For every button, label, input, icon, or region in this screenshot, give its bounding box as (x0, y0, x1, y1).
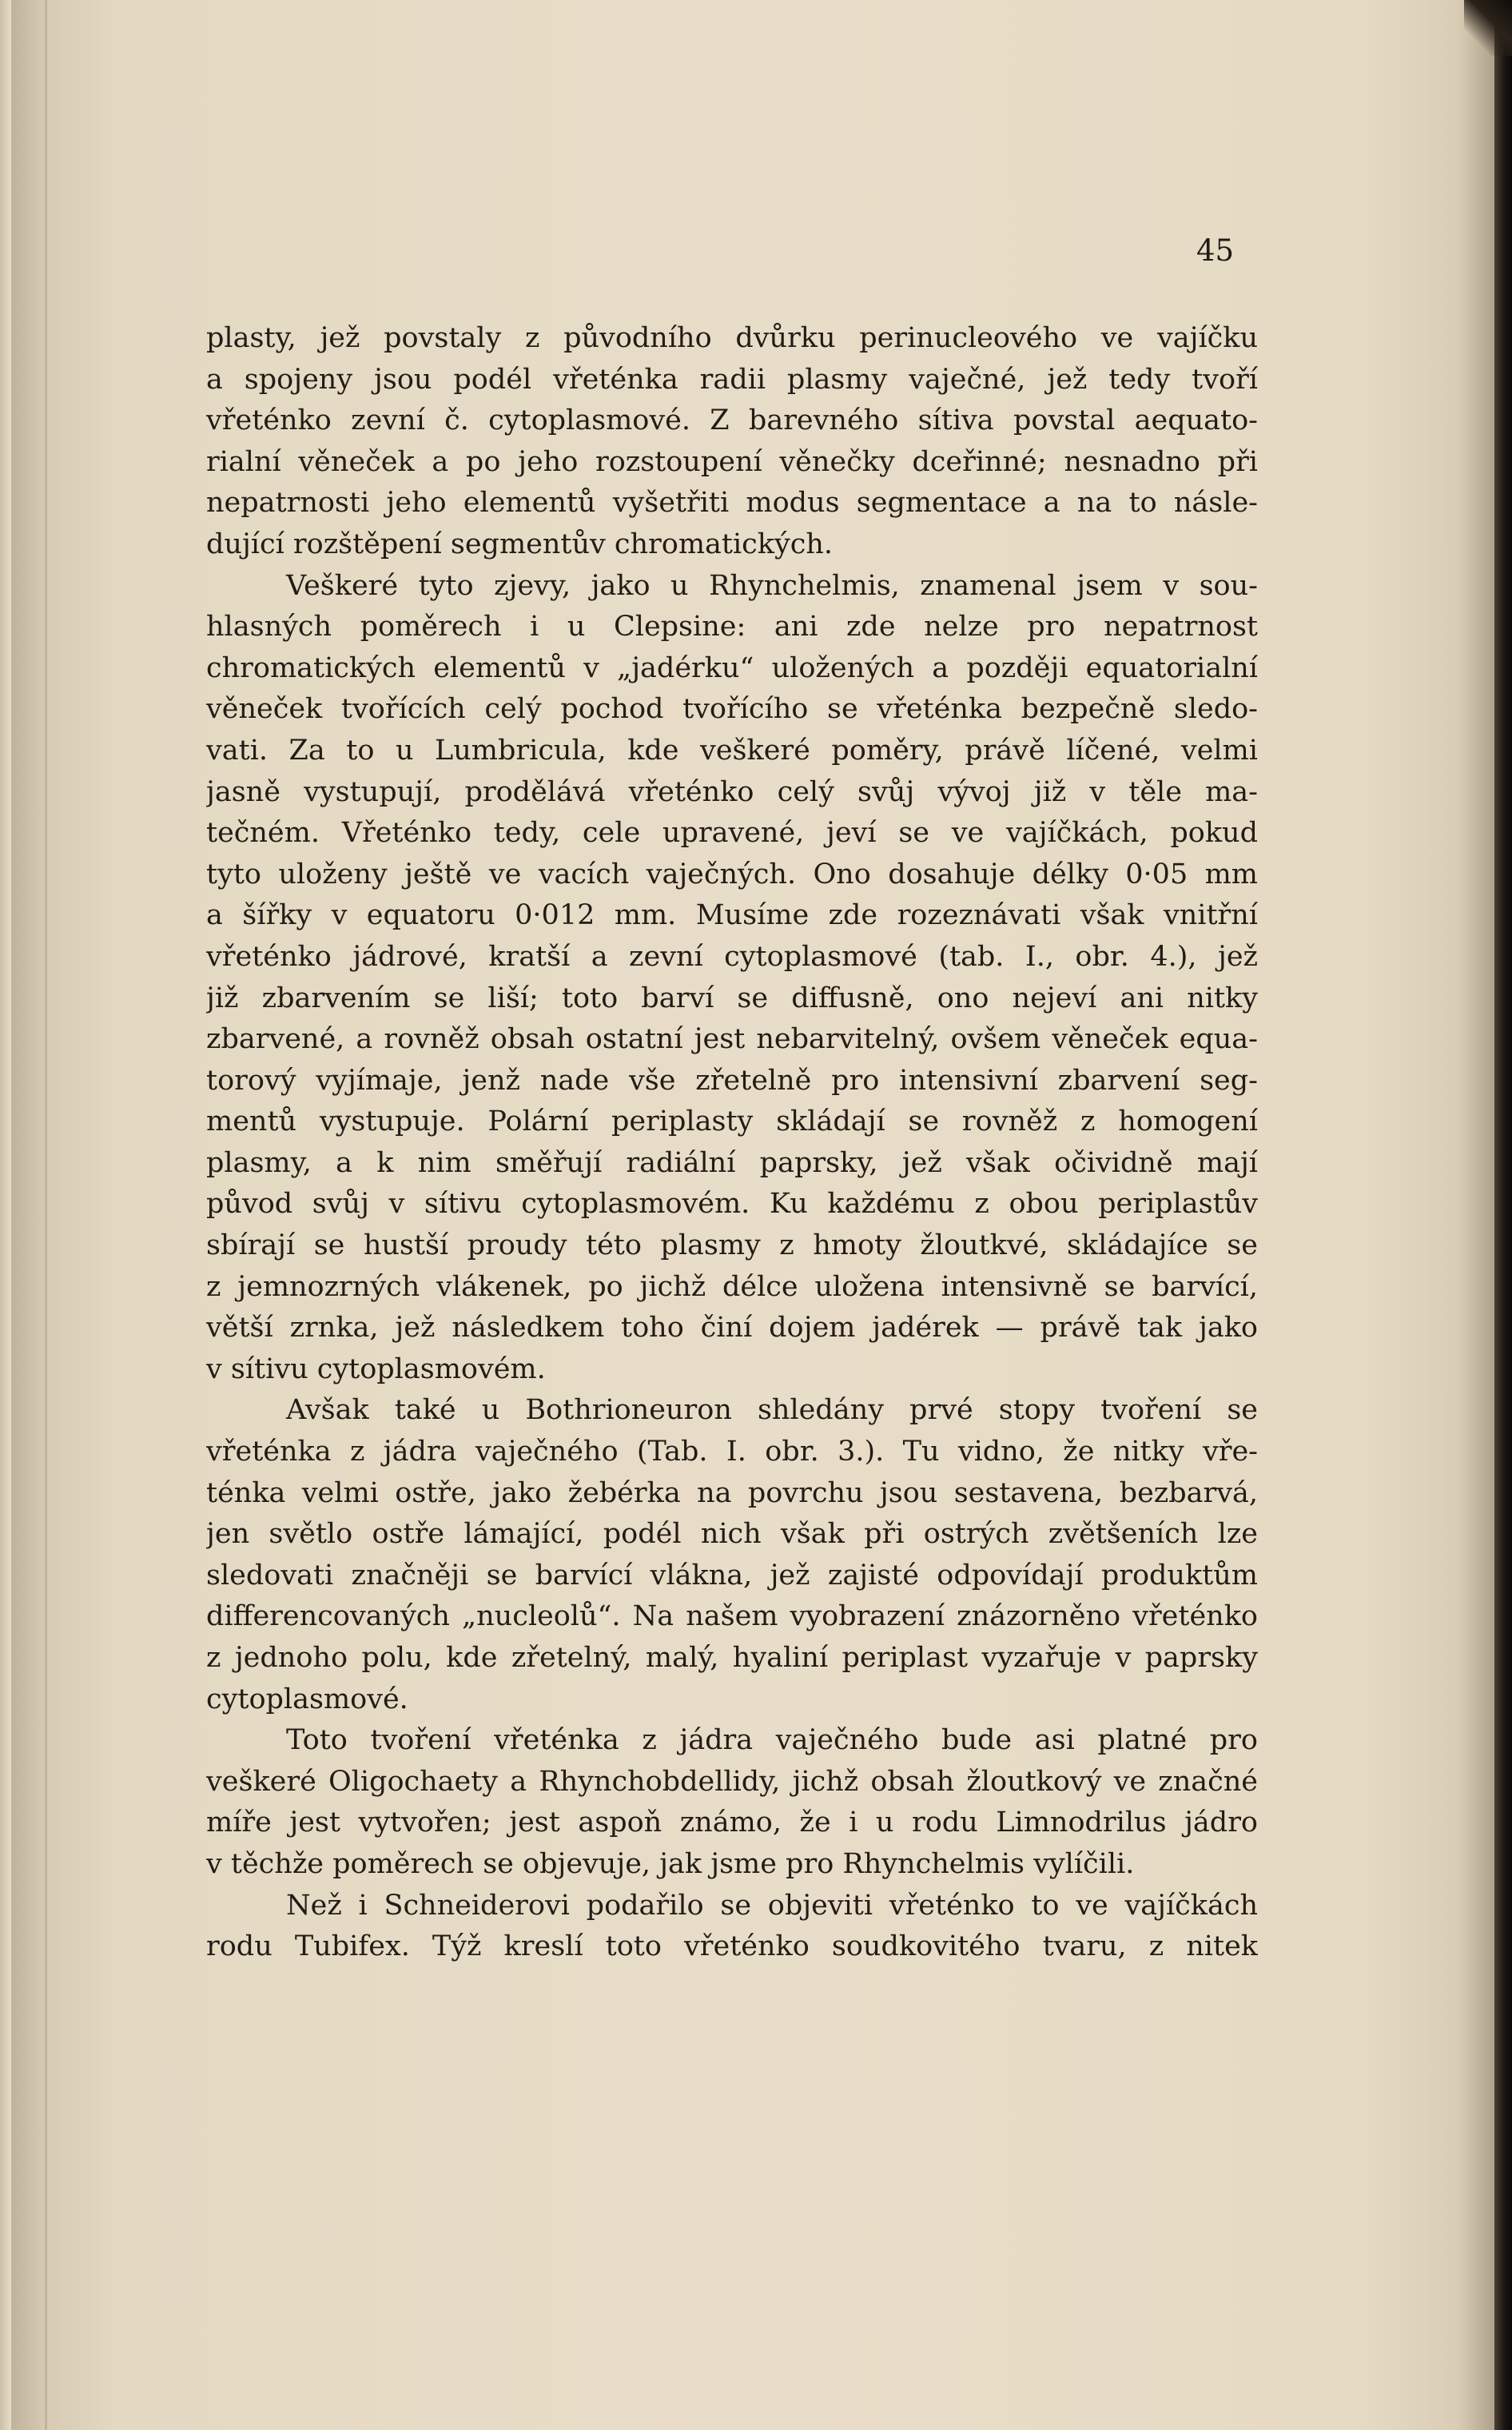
text-line: sbírají se hustší proudy této plasmy z hmoty žloutkvé, skládajíce se (206, 1229, 1258, 1262)
page-number: 45 (1196, 233, 1235, 268)
body-text (206, 318, 1258, 1968)
text-line: vřeténko zevní č. cytoplasmové. Z barevného sítiva povstal aequato- (206, 404, 1258, 437)
text-line: veškeré Oligochaety a Rhynchobdellidy, jichž obsah žloutkový ve značné (206, 1765, 1258, 1798)
text-line: dující rozštěpení segmentův chromatických. (206, 528, 834, 560)
text-line: rodu Tubifex. Týž kreslí toto vřeténko soudkovitého tvaru, z nitek (206, 1930, 1258, 1963)
book-binding (1494, 0, 1512, 2430)
text-line: v sítivu cytoplasmovém. (206, 1352, 546, 1385)
text-line: věneček tvořících celý pochod tvořícího se vřeténka bezpečně sledo- (206, 693, 1258, 726)
text-line: jen světlo ostře lámající, podél nich však při ostrých zvětšeních lze (206, 1518, 1258, 1551)
text-line: zbarvené, a rovněž obsah ostatní jest nebarvitelný, ovšem věneček equa- (206, 1023, 1258, 1056)
binding-shadow (1456, 0, 1494, 2430)
page-left-edge (0, 0, 11, 2430)
text-line: jasně vystupují, prodělává vřeténko celý svůj vývoj již v těle ma- (206, 775, 1258, 808)
text-line: míře jest vytvořen; jest aspoň známo, že i u rodu Limnodrilus jádro (206, 1807, 1258, 1839)
text-line: differencovaných „nucleolů“. Na našem vyobrazení znázorněno vřeténko (206, 1600, 1258, 1633)
text-line: vřeténka z jádra vaječného (Tab. I. obr. 3.). Tu vidno, že nitky vře- (206, 1436, 1258, 1468)
text-line: plasmy, a k nim směřují radiální paprsky, jež však očividně mají (206, 1146, 1258, 1179)
text-line: mentů vystupuje. Polární periplasty skládají se rovněž z homogení (206, 1105, 1258, 1138)
text-line: Avšak také u Bothrioneuron shledány prvé stopy tvoření se (286, 1394, 1258, 1427)
text-line: Veškeré tyto zjevy, jako u Rhynchelmis, znamenal jsem v sou- (286, 569, 1258, 602)
text-line: tečném. Vřeténko tedy, cele upravené, jeví se ve vajíčkách, pokud (206, 817, 1258, 850)
text-line: plasty, jež povstaly z původního dvůrku perinucleového ve vajíčku (206, 322, 1258, 354)
text-line: a spojeny jsou podél vřeténka radii plasmy vaječné, jež tedy tvoří (206, 363, 1258, 396)
text-line: z jednoho polu, kde zřetelný, malý, hyaliní periplast vyzařuje v paprsky (206, 1642, 1258, 1674)
text-line: ténka velmi ostře, jako žebérka na povrchu jsou sestavena, bezbarvá, (206, 1476, 1258, 1509)
text-line: a šířky v equatoru 0·012 mm. Musíme zde rozeznávati však vnitřní (206, 899, 1258, 932)
text-line: větší zrnka, jež následkem toho činí dojem jadérek — právě tak jako (206, 1312, 1258, 1344)
text-line: sledovati značněji se barvící vlákna, jež zajisté odpovídají produktům (206, 1559, 1258, 1591)
text-line: chromatických elementů v „jadérku“ uložených a později equatorialní (206, 651, 1258, 684)
text-line: cytoplasmové. (206, 1683, 408, 1715)
page-fold-line (45, 0, 47, 2430)
text-line: hlasných poměrech i u Clepsine: ani zde nelze pro nepatrnost (206, 611, 1258, 643)
text-line: Než i Schneiderovi podařilo se objeviti vřeténko to ve vajíčkách (286, 1889, 1258, 1922)
text-line: Toto tvoření vřeténka z jádra vaječného bude asi platné pro (286, 1724, 1258, 1757)
text-line: z jemnozrných vlákenek, po jichž délce uložena intensivně se barvící, (206, 1270, 1258, 1303)
text-line: již zbarvením se liší; toto barví se diffusně, ono nejeví ani nitky (206, 982, 1258, 1014)
text-line: torový vyjímaje, jenž nade vše zřetelně pro intensivní zbarvení seg- (206, 1064, 1258, 1097)
text-line: vati. Za to u Lumbricula, kde veškeré poměry, právě líčené, velmi (206, 734, 1258, 767)
text-line: v těchže poměrech se objevuje, jak jsme pro Rhynchelmis vylíčili. (206, 1847, 1135, 1880)
page-corner-shadow (1464, 0, 1512, 56)
text-line: vřeténko jádrové, kratší a zevní cytoplasmové (tab. I., obr. 4.), jež (206, 940, 1258, 973)
text-line: původ svůj v sítivu cytoplasmovém. Ku každému z obou periplastův (206, 1188, 1258, 1221)
text-line: nepatrnosti jeho elementů vyšetřiti modus segmentace a na to násle- (206, 487, 1258, 520)
text-line: tyto uloženy ještě ve vacích vaječných. Ono dosahuje délky 0·05 mm (206, 858, 1258, 890)
text-line: rialní věneček a po jeho rozstoupení věnečky dceřinné; nesnadno při (206, 445, 1258, 478)
